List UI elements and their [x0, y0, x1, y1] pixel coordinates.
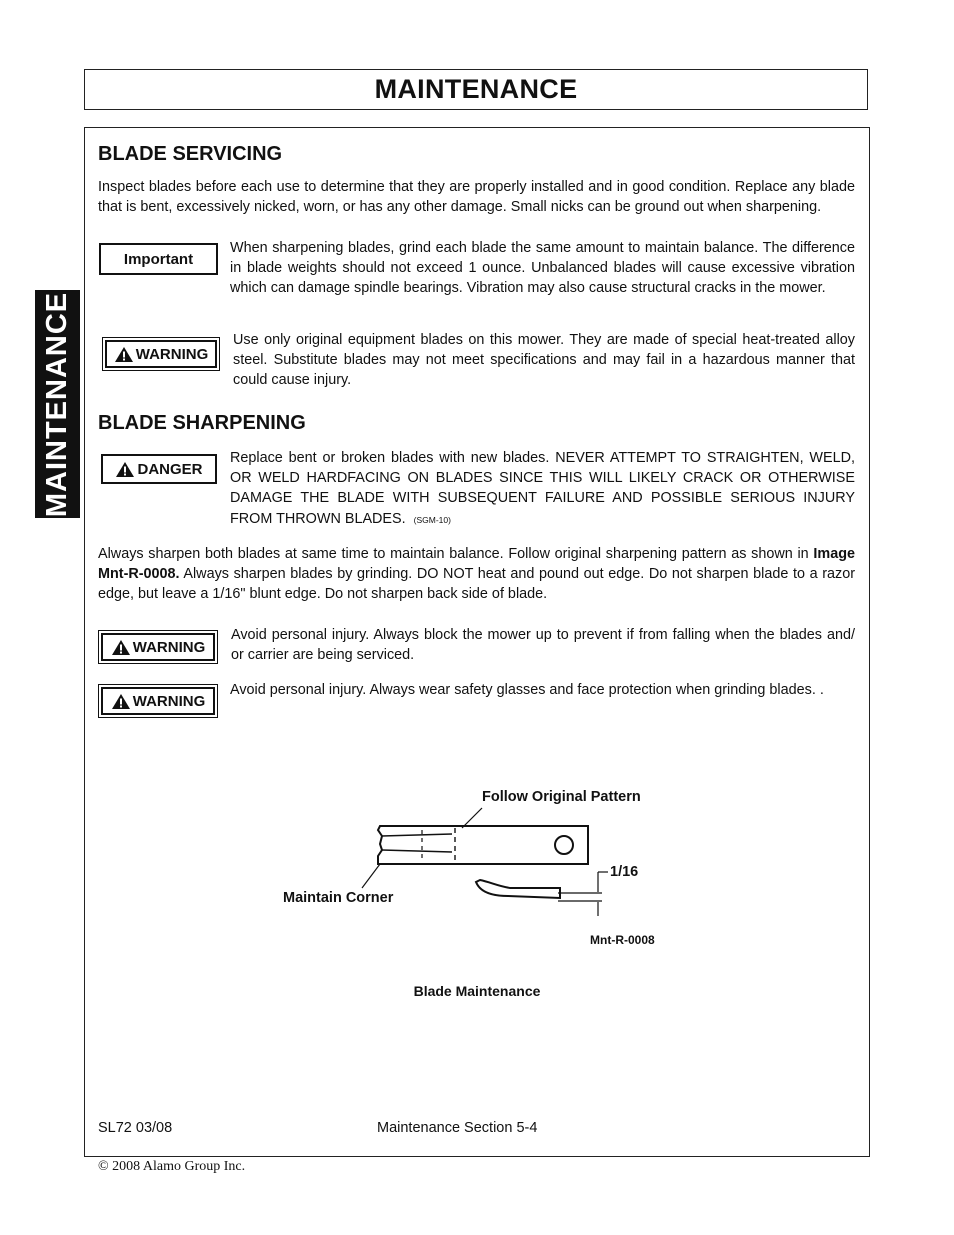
page-title: MAINTENANCE	[374, 74, 578, 104]
sharpening-instructions	[98, 544, 855, 605]
warning-badge-label: WARNING	[132, 638, 206, 656]
warning-badge-label: WARNING	[135, 345, 209, 363]
figure-caption: Blade Maintenance	[413, 983, 541, 999]
danger-triangle-icon	[115, 461, 135, 478]
blade-diagram	[270, 780, 690, 960]
blade-servicing-intro: Inspect blades before each use to determine that they are properly installed and in good condition. Replace any blade that is bent, excessively nicked, worn, or has any other damage. Small nicks can be ground out when sharpening.	[98, 179, 855, 216]
important-notice-text: When sharpening blades, grind each blade the same amount to maintain balance. The difference in blade weights should not exceed 1 ounce. Unbalanced blades will cause excessive vibration which can damage spindle bearings. Vibration may also cause structural cracks in the mower.	[230, 240, 855, 297]
footer-section: Maintenance Section 5-4	[377, 1120, 538, 1136]
warning-blades-text: Use only original equipment blades on this mower. They are made of special heat-treated alloy steel. Substitute blades may not meet specifications and may fail in a hazardous manner that could cause injury.	[233, 332, 855, 389]
instructions-image-ref: Image Mnt-R-0008.	[98, 546, 855, 583]
important-badge-label: Important	[123, 250, 194, 268]
image-id-label: Mnt-R-0008	[590, 933, 655, 947]
warning-glasses-text: Avoid personal injury. Always wear safety glasses and face protection when grinding blades. .	[230, 682, 824, 698]
warning-badge-blades	[105, 340, 217, 368]
warning-badge-label: WARNING	[132, 692, 206, 710]
instructions-pre: Always sharpen both blades at same time to maintain balance. Follow original sharpening pattern as shown in	[98, 546, 814, 562]
important-badge	[99, 243, 218, 275]
dimension-label: 1/16	[610, 864, 639, 880]
danger-text: Replace bent or broken blades with new blades. NEVER ATTEMPT TO STRAIGHTEN, WELD, OR WELD HARDFACING ON BLADES SINCE THIS WILL LIKELY CRACK OR OTHERWISE DAMAGE THE BLADE WITH SUBSEQUENT FAILURE AND POSSIBLE SERIOUS INJURY FROM THROWN BLADES.	[230, 450, 855, 527]
warning-badge-block	[101, 633, 215, 661]
danger-notice	[230, 448, 855, 530]
warning-block-text: Avoid personal injury. Always block the mower up to prevent if from falling when the blades and/ or carrier are being serviced.	[231, 627, 855, 664]
page-title-box	[84, 69, 868, 110]
danger-badge-label: DANGER	[137, 460, 203, 478]
footer-model-date: SL72 03/08	[98, 1120, 173, 1136]
warning-triangle-icon	[114, 346, 134, 363]
instructions-post: Always sharpen blades by grinding. DO NOT heat and pound out edge. Do not sharpen blade to a razor edge, but leave a 1/16" blunt edge. Do not sharpen back side of blade.	[98, 566, 855, 603]
blade-servicing-heading: BLADE SERVICING	[98, 143, 283, 165]
danger-badge	[101, 454, 217, 484]
danger-code: (SGM-10)	[413, 514, 451, 525]
warning-badge-glasses	[101, 687, 215, 715]
maintain-corner-label: Maintain Corner	[283, 890, 394, 906]
follow-pattern-label: Follow Original Pattern	[482, 789, 641, 805]
side-tab-label: MAINTENANCE	[41, 291, 73, 517]
footer-copyright: © 2008 Alamo Group Inc.	[98, 1159, 246, 1174]
warning-triangle-icon	[111, 639, 131, 656]
blade-sharpening-heading: BLADE SHARPENING	[98, 412, 306, 434]
side-tab	[35, 290, 80, 518]
warning-triangle-icon	[111, 693, 131, 710]
